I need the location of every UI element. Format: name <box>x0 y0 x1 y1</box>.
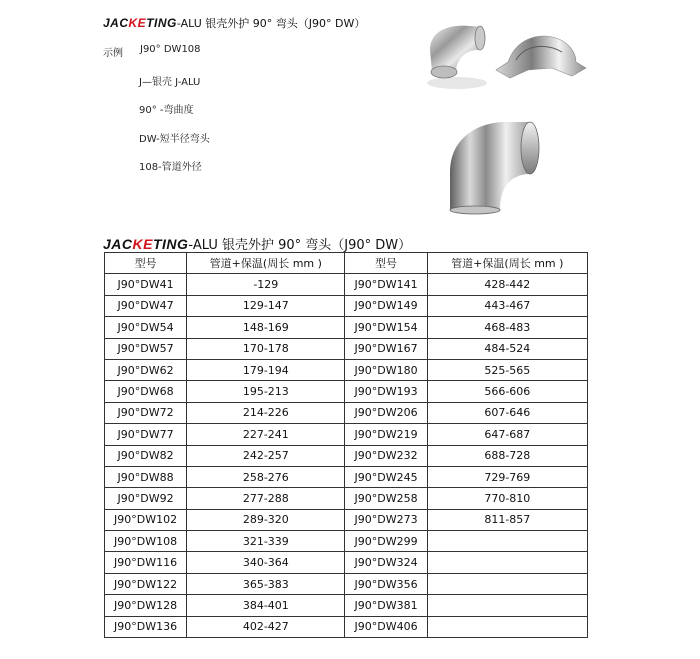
table-row <box>105 338 588 359</box>
cell-perimeter: 729-769 <box>427 466 587 487</box>
cell-model: J90°DW167 <box>345 338 427 359</box>
table-row <box>105 573 588 594</box>
cell-perimeter: 811-857 <box>427 509 587 530</box>
cell-perimeter <box>427 531 587 552</box>
cell-model: J90°DW88 <box>105 466 187 487</box>
table-row <box>105 616 588 637</box>
table-row <box>105 509 588 530</box>
cell-perimeter: 365-383 <box>187 573 345 594</box>
table-header-row <box>105 253 588 274</box>
table-row <box>105 488 588 509</box>
spec-table-body <box>105 274 588 638</box>
legend-item: 108-管道外径 <box>139 162 202 173</box>
table-row <box>105 445 588 466</box>
cell-perimeter: 468-483 <box>427 317 587 338</box>
cell-model: J90°DW154 <box>345 317 427 338</box>
cell-perimeter: 258-276 <box>187 466 345 487</box>
cell-model: J90°DW136 <box>105 616 187 637</box>
cell-perimeter: 289-320 <box>187 509 345 530</box>
table-title-text: -ALU 银壳外护 90° 弯头（J90° DW） <box>188 238 412 253</box>
cell-model: J90°DW356 <box>345 573 427 594</box>
cell-perimeter: 770-810 <box>427 488 587 509</box>
page-title <box>103 15 365 31</box>
brand-logo-text: JACKETING <box>103 236 189 252</box>
cell-model: J90°DW128 <box>105 595 187 616</box>
spec-table <box>104 252 588 638</box>
cell-model: J90°DW149 <box>345 295 427 316</box>
table-row <box>105 595 588 616</box>
cell-perimeter: 129-147 <box>187 295 345 316</box>
cell-perimeter <box>427 616 587 637</box>
cell-model: J90°DW122 <box>105 573 187 594</box>
cell-perimeter: 402-427 <box>187 616 345 637</box>
cell-perimeter: 647-687 <box>427 424 587 445</box>
table-row <box>105 552 588 573</box>
product-photo-elbow <box>442 110 542 215</box>
example-code: J90° DW108 <box>140 44 201 55</box>
legend-item: J—银壳 J-ALU <box>139 77 201 88</box>
product-photo-elbow-parts <box>412 10 587 95</box>
cell-model: J90°DW92 <box>105 488 187 509</box>
table-row <box>105 402 588 423</box>
cell-model: J90°DW206 <box>345 402 427 423</box>
cell-perimeter: 227-241 <box>187 424 345 445</box>
cell-model: J90°DW82 <box>105 445 187 466</box>
cell-model: J90°DW116 <box>105 552 187 573</box>
cell-perimeter: 179-194 <box>187 359 345 380</box>
cell-model: J90°DW381 <box>345 595 427 616</box>
cell-perimeter <box>427 595 587 616</box>
cell-perimeter: 428-442 <box>427 274 587 295</box>
cell-perimeter: -129 <box>187 274 345 295</box>
table-title <box>103 234 411 253</box>
cell-perimeter <box>427 552 587 573</box>
cell-perimeter: 484-524 <box>427 338 587 359</box>
cell-model: J90°DW245 <box>345 466 427 487</box>
cell-model: J90°DW406 <box>345 616 427 637</box>
cell-model: J90°DW193 <box>345 381 427 402</box>
page-title-text: -ALU 银壳外护 90° 弯头（J90° DW） <box>176 17 366 30</box>
table-row <box>105 466 588 487</box>
cell-perimeter: 443-467 <box>427 295 587 316</box>
cell-perimeter: 321-339 <box>187 531 345 552</box>
brand-logo-text: JACKETING <box>103 16 177 30</box>
cell-model: J90°DW258 <box>345 488 427 509</box>
cell-model: J90°DW102 <box>105 509 187 530</box>
cell-model: J90°DW72 <box>105 402 187 423</box>
cell-model: J90°DW47 <box>105 295 187 316</box>
cell-perimeter: 384-401 <box>187 595 345 616</box>
cell-model: J90°DW41 <box>105 274 187 295</box>
cell-perimeter: 214-226 <box>187 402 345 423</box>
cell-model: J90°DW68 <box>105 381 187 402</box>
cell-model: J90°DW180 <box>345 359 427 380</box>
table-row <box>105 274 588 295</box>
cell-perimeter: 340-364 <box>187 552 345 573</box>
table-row <box>105 359 588 380</box>
table-row <box>105 317 588 338</box>
cell-perimeter: 170-178 <box>187 338 345 359</box>
legend-item: DW-短半径弯头 <box>139 134 210 145</box>
cell-perimeter: 242-257 <box>187 445 345 466</box>
column-header-model: 型号 <box>345 253 427 274</box>
cell-model: J90°DW299 <box>345 531 427 552</box>
legend-item: 90° -弯曲度 <box>139 105 194 116</box>
cell-perimeter: 148-169 <box>187 317 345 338</box>
cell-model: J90°DW324 <box>345 552 427 573</box>
cell-model: J90°DW77 <box>105 424 187 445</box>
table-row <box>105 295 588 316</box>
table-row <box>105 381 588 402</box>
cell-perimeter: 566-606 <box>427 381 587 402</box>
column-header-perimeter: 管道+保温(周长 mm ) <box>187 253 345 274</box>
table-row <box>105 531 588 552</box>
cell-perimeter: 688-728 <box>427 445 587 466</box>
cell-model: J90°DW232 <box>345 445 427 466</box>
example-label: 示例 <box>103 48 123 59</box>
column-header-perimeter: 管道+保温(周长 mm ) <box>427 253 587 274</box>
cell-model: J90°DW219 <box>345 424 427 445</box>
cell-perimeter: 607-646 <box>427 402 587 423</box>
cell-model: J90°DW57 <box>105 338 187 359</box>
cell-perimeter <box>427 573 587 594</box>
cell-model: J90°DW108 <box>105 531 187 552</box>
cell-model: J90°DW62 <box>105 359 187 380</box>
cell-perimeter: 525-565 <box>427 359 587 380</box>
cell-model: J90°DW141 <box>345 274 427 295</box>
cell-model: J90°DW273 <box>345 509 427 530</box>
cell-model: J90°DW54 <box>105 317 187 338</box>
cell-perimeter: 195-213 <box>187 381 345 402</box>
table-row <box>105 424 588 445</box>
column-header-model: 型号 <box>105 253 187 274</box>
cell-perimeter: 277-288 <box>187 488 345 509</box>
